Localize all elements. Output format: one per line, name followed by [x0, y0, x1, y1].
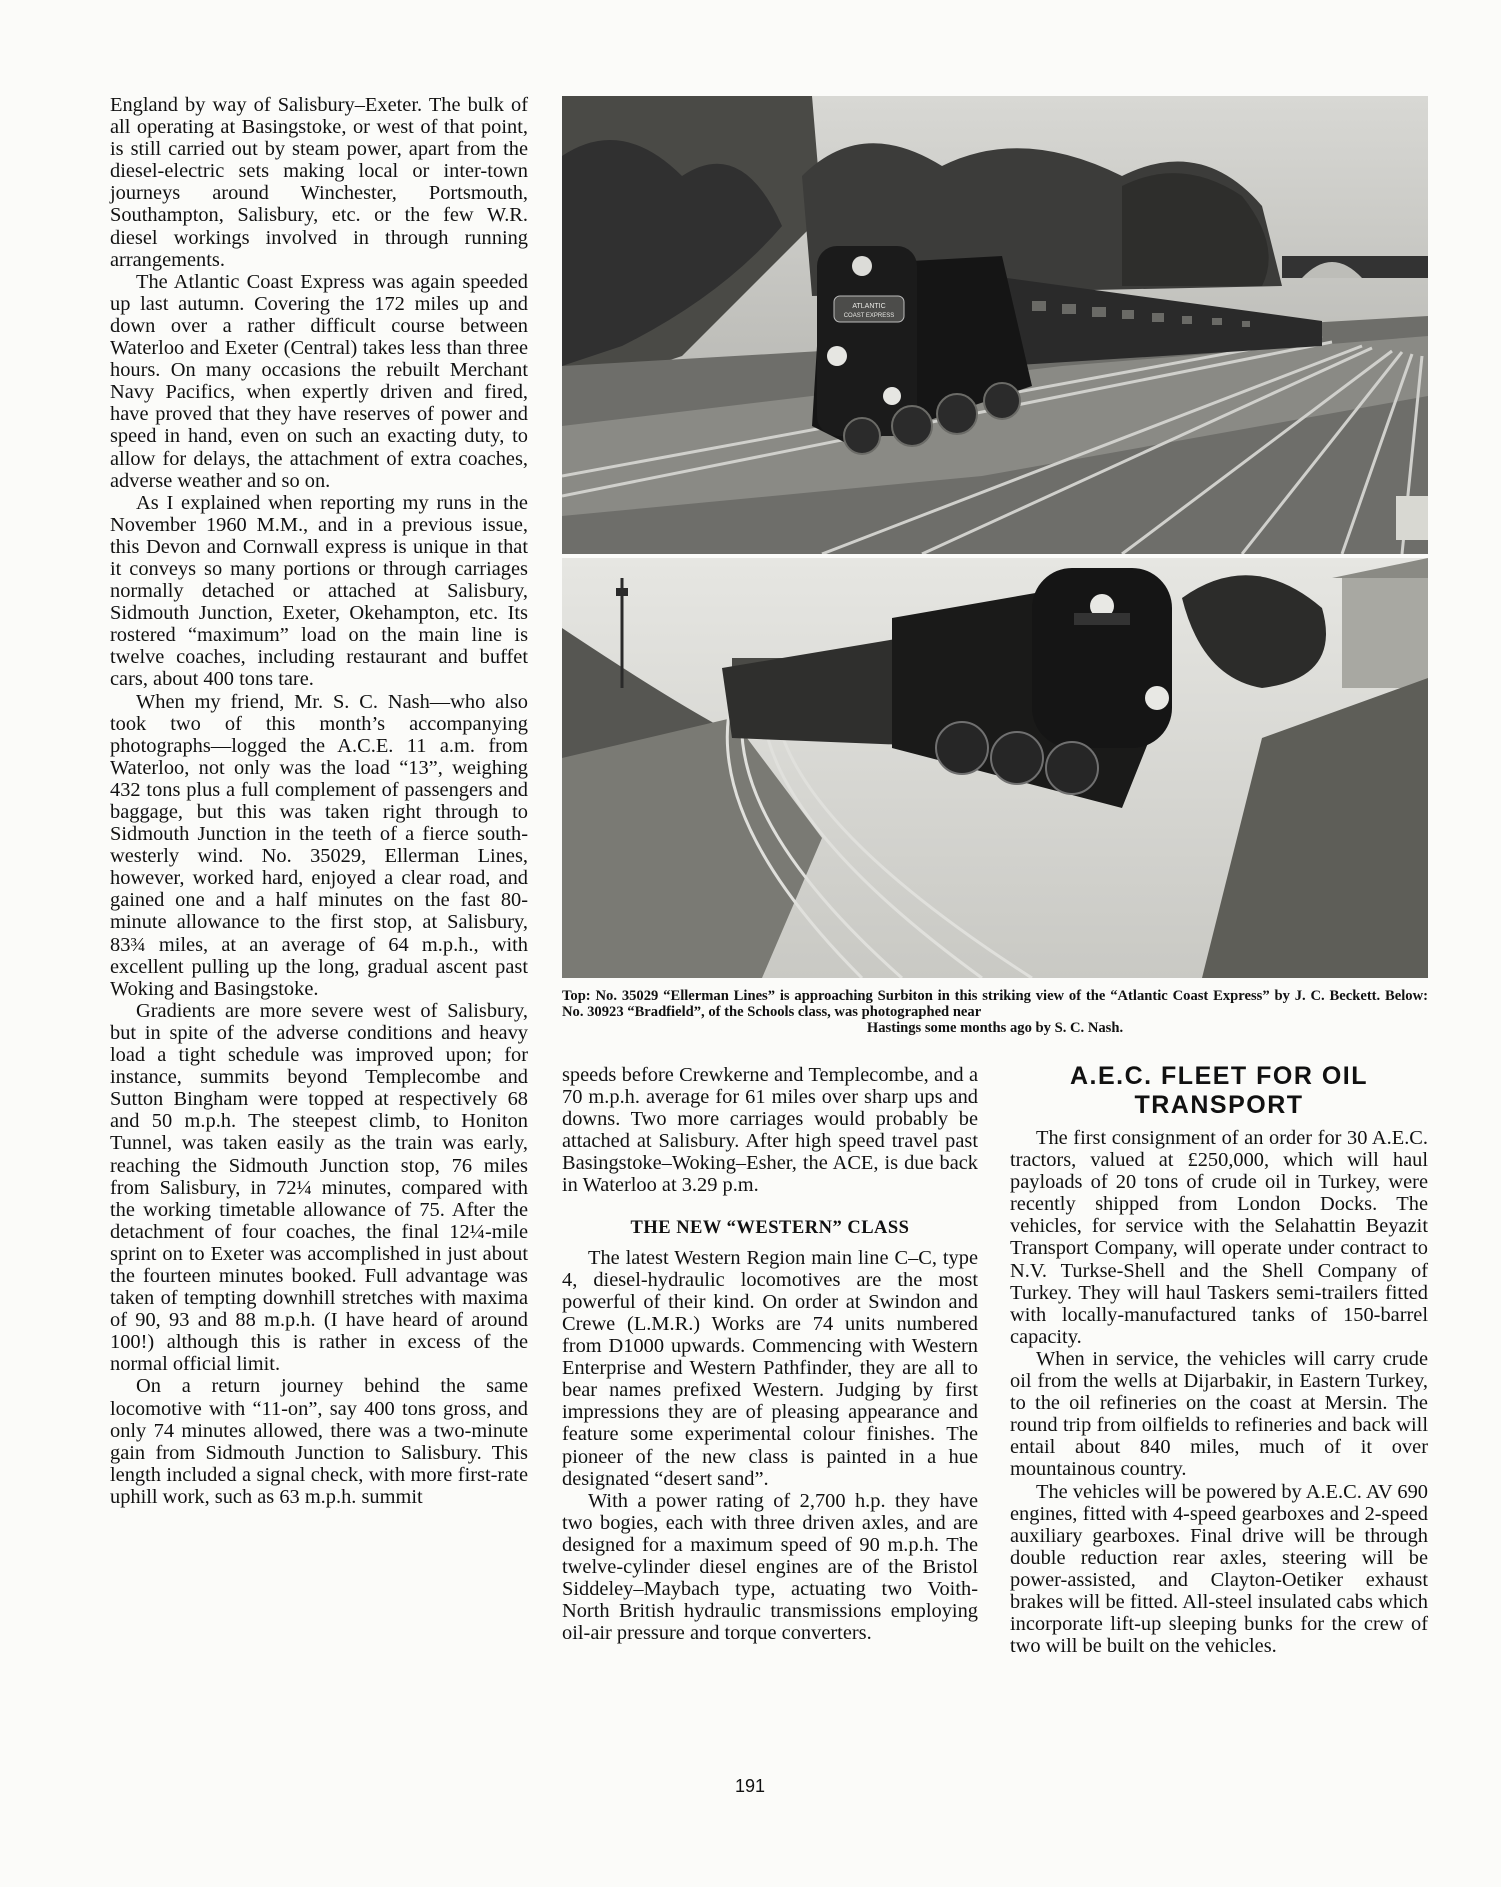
section-heading: THE NEW “WESTERN” CLASS: [630, 1217, 910, 1238]
headboard-text: ATLANTIC: [852, 303, 886, 310]
train-photo-image: [562, 96, 1428, 554]
caption-text: Top: No. 35029 “Ellerman Lines” is approaching Surbiton in this striking view of the “Atlantic Coast Express” by J. C. Beckett. Below: No. 30923 “Bradfield”, of the Schools class, was photographed near: [562, 988, 1428, 1020]
article-column-middle: [562, 1064, 978, 1644]
paragraph: The vehicles will be powered by A.E.C. AV 690 engines, fitted with 4-speed gearboxes and 2-speed auxiliary gearboxes. Final drive will be through double reduction rear axles, steering will be power-assisted, and Clayton-Oetiker exhaust brakes will be fitted. All-steel insulated cabs which incorporate lift-up sleeping bunks for the crew of two will be built on the vehicles.: [1010, 1480, 1428, 1658]
photo-ellerman-lines-locomotive: [562, 96, 1428, 554]
paragraph: Gradients are more severe west of Salisbury, but in spite of the adverse conditions and heavy load a tight schedule was improved upon; for instance, summits beyond Templecombe and Sutton Bingham were topped at respectively 68 and 50 m.p.h. The steepest climb, to Honiton Tunnel, was taken easily as the train was early, reaching the Sidmouth Junction stop, 76 miles from Salisbury, in 72¼ minutes, compared with the working timetable allowance of 75. After the detachment of four coaches, the final 12¼-mile sprint on to Exeter was accomplished in just about the fourteen minutes booked. Full advantage was taken of tempting downhill stretches with maxima of 90, 93 and 88 m.p.h. (I have heard of around 100!) although this is rather in excess of the normal official limit.: [110, 999, 528, 1376]
paragraph: On a return journey behind the same locomotive with “11-on”, say 400 tons gross, and only 74 minutes allowed, there was a two-minute gain from Sidmouth Junction to Salisbury. This length included a signal check, with more first-rate uphill work, such as 63 m.p.h. summit: [110, 1375, 528, 1508]
paragraph: With a power rating of 2,700 h.p. they have two bogies, each with three driven axles, and are designed for a maximum speed of 90 m.p.h. The twelve-cylinder diesel engines are of the Bristol Siddeley–Maybach type, actuating two Voith-North British hydraulic transmissions employing oil-air pressure and torque converters.: [562, 1489, 978, 1645]
paragraph: The Atlantic Coast Express was again speeded up last autumn. Covering the 172 miles up and down over a rather difficult course between Waterloo and Exeter (Central) takes less than three hours. On many occasions the rebuilt Merchant Navy Pacifics, when expertly driven and fired, have proved that they have reserves of power and speed in hand, even on such an exacting duty, to allow for delays, the attachment of extra coaches, adverse weather and so on.: [110, 270, 528, 492]
paragraph: speeds before Crewkerne and Templecombe, and a 70 m.p.h. average for 61 miles over sharp ups and downs. Two more carriages would probably be attached at Salisbury. After high speed travel past Basingstoke–Woking–Esher, the ACE, is due back in Waterloo at 3.29 p.m.: [562, 1064, 978, 1197]
paragraph: The first consignment of an order for 30 A.E.C. tractors, valued at £250,000, which will haul payloads of 20 tons of crude oil in Turkey, were recently shipped from London Docks. The vehicles, for service with the Selahattin Beyazit Transport Company, will operate under contract to N.V. Turkse-Shell and the Shell Company of Turkey. They will haul Taskers semi-trailers fitted with locally-manufactured tanks of 150-barrel capacity.: [1010, 1127, 1428, 1348]
paragraph: When my friend, Mr. S. C. Nash—who also took two of this month’s accompanying photographs—logged the A.C.E. 11 a.m. from Waterloo, not only was the load “13”, weighing 432 tons plus a full complement of passengers and baggage, but this was taken right through to Sidmouth Junction in the teeth of a fierce south-westerly wind. No. 35029, Ellerman Lines, however, worked hard, enjoyed a clear road, and gained one and a half minutes on the fast 80-minute allowance to the first stop, at Salisbury, 83¾ miles, at an average of 64 m.p.h., with excellent pulling up the long, gradual ascent past Woking and Basingstoke.: [110, 690, 528, 1000]
train-photo-image: [562, 558, 1428, 978]
photo-bradfield-locomotive: [562, 558, 1428, 978]
paragraph: England by way of Salisbury–Exeter. The bulk of all operating at Basingstoke, or west of that point, is still carried out by steam power, apart from the diesel-electric sets making local or inter-town journeys around Winchester, Portsmouth, Southampton, Salisbury, etc. or the few W.R. diesel workings involved in through running arrangements.: [110, 94, 528, 271]
page-number: 191: [734, 1776, 766, 1796]
paragraph: The latest Western Region main line C–C, type 4, diesel-hydraulic locomotives are the most powerful of their kind. On order at Swindon and Crewe (L.M.R.) Works are 74 units numbered from D1000 upwards. Commencing with Western Enterprise and Western Pathfinder, they are all to bear names prefixed Western. Judging by first impressions they are of pleasing appearance and feature some experimental colour finishes. The pioneer of the new class is painted in a hue designated “desert sand”.: [562, 1246, 978, 1490]
caption-text-last-line: Hastings some months ago by S. C. Nash.: [866, 1020, 1124, 1036]
photo-caption: [562, 988, 1428, 1036]
article-column-right: [1010, 1127, 1428, 1657]
headboard-text: COAST EXPRESS: [843, 313, 895, 319]
paragraph: As I explained when reporting my runs in the November 1960 M.M., and in a previous issue, this Devon and Cornwall express is unique in that it conveys so many portions or through carriages normally detached or attached at Salisbury, Sidmouth Junction, Exeter, Okehampton, etc. Its rostered “maximum” load on the main line is twelve coaches, including restaurant and buffet cars, about 400 tons tare.: [110, 491, 528, 691]
paragraph: When in service, the vehicles will carry crude oil from the wells at Dijarbakir, in Eastern Turkey, to the oil refineries on the coast at Mersin. The round trip from oilfields to refineries and back will entail about 840 miles, much of it over mountainous country.: [1010, 1347, 1428, 1481]
article-heading: A.E.C. FLEET FOR OIL TRANSPORT: [1069, 1062, 1369, 1119]
article-column-left: [110, 94, 528, 1508]
